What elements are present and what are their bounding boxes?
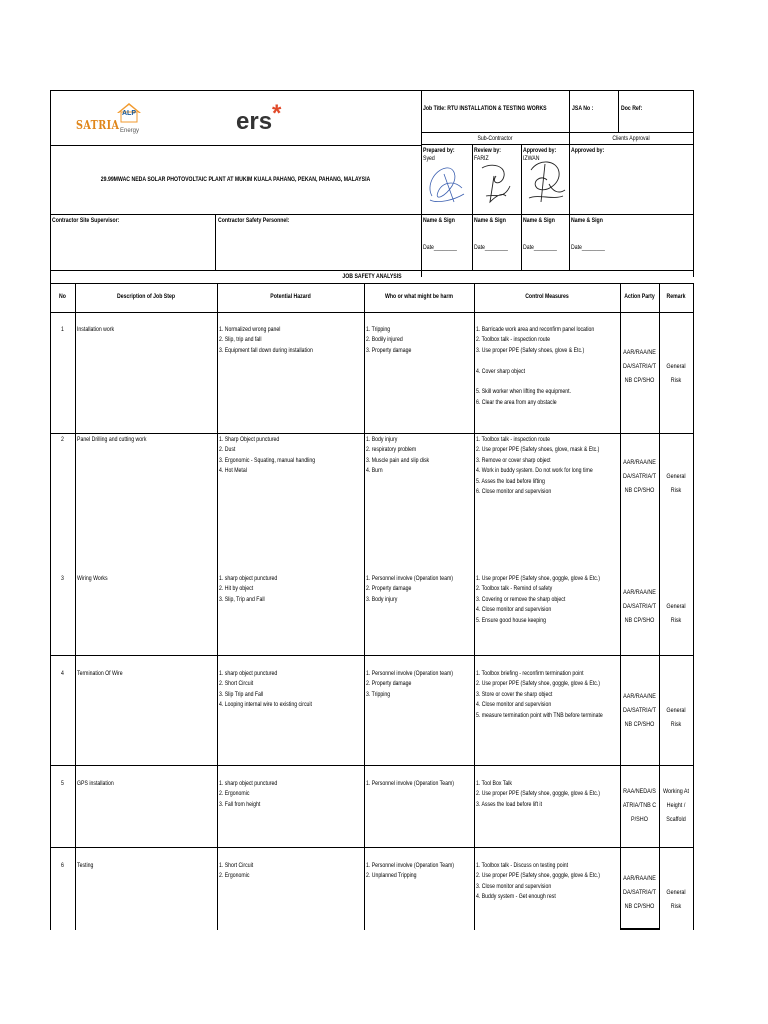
col-header-step: Description of Job Step	[117, 293, 175, 300]
control-item: 3. Store or cover the sharp object	[476, 690, 553, 698]
jsa-sheet	[50, 90, 694, 930]
ers-logo-text: ers	[236, 108, 273, 135]
harm-item: 1. Personnel involve (Operation Team)	[366, 862, 455, 869]
col-header-no: No	[59, 293, 66, 300]
control-item: 5. Ensure good house keeping	[476, 616, 547, 624]
harm-item: 2. Bodily injured	[366, 336, 403, 344]
approved-by-label-2: Approved by:	[571, 147, 605, 154]
harm-item: 2. Unplanned Tripping	[366, 872, 417, 880]
harm-item: 2. Property damage	[366, 680, 412, 688]
hazard-item: 2. Hit by object	[219, 585, 254, 593]
control-item: 5. Skill worker when lifting the equipment.	[476, 388, 572, 396]
row-number: 5	[61, 780, 64, 787]
hazard-item: 1. Sharp Object punctured	[219, 436, 280, 443]
alp-logo-icon	[116, 102, 142, 126]
remark: General Risk	[666, 473, 686, 494]
col-header-hazard: Potential Hazard	[270, 293, 311, 300]
name-sign-4: Name & Sign	[571, 217, 603, 224]
harm-item: 1. Body injury	[366, 436, 398, 443]
hazard-item: 2. Ergonomic	[219, 872, 250, 880]
control-item: 1. Toolbox talk - inspection route	[476, 436, 550, 443]
harm-item: 1. Personnel involve (Operation Team)	[366, 780, 455, 787]
energy-logo-text: Energy	[120, 128, 140, 134]
prepared-by-label: Prepared by:	[423, 147, 455, 154]
control-item: 2. Use proper PPE (Safety shoes, glove, mask & Etc.)	[476, 446, 600, 454]
control-item: 2. Use proper PPE (Safety shoe, goggle, glove & Etc.)	[476, 872, 600, 880]
harm-item: 4. Burn	[366, 467, 383, 475]
hazard-item: 3. Fall from height	[219, 800, 261, 808]
approved-by-label-1: Approved by:	[523, 147, 557, 154]
control-item: 3. Covering or remove the sharp object	[476, 595, 566, 603]
action-party: RAA/NEDA/SATRIA/TNB CP/SHO	[622, 788, 657, 823]
hazard-item: 2. Short Circuit	[219, 680, 254, 688]
action-party: AAR/RAA/NEDA/SATRIA/TNB CP/SHO	[622, 349, 657, 384]
job-step: Panel Drilling and cutting work	[77, 436, 147, 443]
col-header-who: Who or what might be harm	[384, 293, 453, 300]
row-number: 6	[61, 862, 64, 869]
alp-logo-text: ALP	[122, 110, 136, 117]
ers-logo	[236, 100, 316, 138]
row-number: 2	[61, 436, 64, 443]
action-party: AAR/RAA/NEDA/SATRIA/TNB CP/SHO	[622, 693, 657, 728]
control-item: 1. Toolbox briefing - reconfirm termination point	[476, 670, 584, 677]
control-item: 6. Close monitor and supervision	[476, 488, 552, 495]
control-item: 4. Close monitor and supervision	[476, 606, 552, 614]
hazard-item: 1. sharp object punctured	[219, 575, 278, 582]
hazard-item: 3. Equipment fall down during installation	[219, 346, 313, 354]
job-step: Installation work	[77, 326, 115, 333]
control-item: 4. Close monitor and supervision	[476, 701, 552, 709]
review-by-label: Review by:	[474, 147, 501, 154]
hazard-item: 4. Looping internal wire to existing circuit	[219, 701, 312, 709]
harm-item: 2. respiratory problem	[366, 446, 417, 454]
row-number: 1	[61, 326, 64, 333]
hazard-item: 1. Normalized wrong panel	[219, 326, 281, 333]
job-step: Wiring Works	[77, 575, 108, 582]
remark: General Risk	[666, 707, 686, 728]
harm-item: 2. Property damage	[366, 585, 412, 593]
hazard-item: 2. Dust	[219, 446, 236, 454]
hazard-item: 1. sharp object punctured	[219, 780, 278, 787]
remark: Working At Height / Scaffold	[662, 788, 690, 823]
harm-item: 3. Tripping	[366, 690, 391, 698]
col-header-party: Action Party	[624, 293, 655, 300]
name-sign-3: Name & Sign	[523, 217, 555, 224]
job-title: Job Title: RTU INSTALLATION & TESTING WORKS	[423, 105, 547, 112]
date-2: Date________	[474, 244, 508, 251]
hazard-item: 2. Ergonomic	[219, 790, 250, 798]
ers-logo-star: *	[272, 100, 282, 127]
row-number: 3	[61, 575, 64, 582]
harm-item: 1. Personnel involve (Operation team)	[366, 670, 453, 677]
signature-prepared	[424, 156, 470, 210]
col-header-controls: Control Measures	[525, 293, 569, 300]
hazard-item: 1. sharp object punctured	[219, 670, 278, 677]
job-step: GPS installation	[77, 780, 114, 787]
control-item: 3. Close monitor and supervision	[476, 882, 552, 890]
hazard-item: 3. Ergonomic - Squating, manual handling	[219, 456, 316, 464]
control-item: 1. Toolbox talk - Discuss on testing point	[476, 862, 569, 869]
control-item: 1. Tool Box Talk	[476, 780, 512, 787]
date-3: Date________	[523, 244, 557, 251]
sub-contractor-label: Sub-Contractor	[477, 135, 513, 142]
doc-ref-label: Doc Ref:	[621, 105, 643, 112]
control-item: 2. Use proper PPE (Safety shoe, goggle, glove & Etc.)	[476, 790, 600, 798]
control-item: 2. Use proper PPE (Safety shoe, goggle, glove & Etc.)	[476, 680, 600, 688]
action-party: AAR/RAA/NEDA/SATRIA/TNB CP/SHO	[622, 459, 657, 494]
clients-approval-label: Clients Approval	[612, 135, 650, 142]
control-item: 4. Work in buddy system. Do not work for long time	[476, 467, 593, 475]
date-4: Date________	[571, 244, 605, 251]
job-step: Testing	[77, 862, 94, 869]
control-item: 6. Clear the area from any obstacle	[476, 398, 557, 406]
satria-logo	[76, 112, 146, 138]
control-item: 1. Barricade work area and reconfirm panel location	[476, 326, 595, 333]
hazard-item: 2. Slip, trip and fall	[219, 336, 262, 344]
control-item: 4. Buddy system - Get enough rest	[476, 893, 556, 901]
col-header-remark: Remark	[666, 293, 686, 300]
control-item: 5. Asses the load before lifting	[476, 477, 545, 485]
control-item: 3. Remove or cover sharp object	[476, 456, 551, 464]
action-party: AAR/RAA/NEDA/SATRIA/TNB CP/SHO	[622, 589, 657, 624]
satria-logo-text: SATRIA	[76, 118, 120, 132]
project-title: 29.99MWAC NEDA SOLAR PHOTOVOLTAIC PLANT AT MUKIM KUALA PAHANG, PEKAN, PAHANG, MALAYSIA	[100, 176, 371, 183]
harm-item: 3. Muscle pain and slip disk	[366, 456, 430, 464]
review-by-name: FARIZ	[474, 155, 489, 162]
jsa-heading: JOB SAFETY ANALYSIS	[342, 273, 402, 280]
remark: General Risk	[666, 603, 686, 624]
control-item: 5. measure termination point with TNB before terminate	[476, 711, 603, 719]
signature-review	[476, 156, 520, 210]
control-item: 3. Use proper PPE (Safety shoes, glove & Etc.)	[476, 346, 585, 354]
harm-item: 1. Tripping	[366, 326, 391, 333]
remark: General Risk	[666, 889, 686, 910]
harm-item: 3. Body injury	[366, 595, 398, 603]
hazard-item: 3. Slip Trip and Fall	[219, 690, 264, 698]
name-sign-2: Name & Sign	[474, 217, 506, 224]
hazard-item: 4. Hot Metal	[219, 467, 247, 475]
harm-item: 1. Personnel involve (Operation team)	[366, 575, 453, 582]
harm-item: 3. Property damage	[366, 346, 412, 354]
signature-approved	[523, 154, 569, 210]
action-party: AAR/RAA/NEDA/SATRIA/TNB CP/SHO	[622, 875, 657, 910]
jsa-no-label: JSA No :	[572, 105, 594, 112]
control-item: 2. Toolbox talk - inspection route	[476, 336, 550, 344]
control-item: 4. Cover sharp object	[476, 367, 526, 375]
control-item: 3. Asses the load before lift it	[476, 800, 543, 808]
date-1: Date________	[423, 244, 457, 251]
prepared-by-name: Syed	[423, 155, 435, 162]
remark: General Risk	[666, 363, 686, 384]
hazard-item: 1. Short Circuit	[219, 862, 254, 869]
approved-by-name-1: IZWAN	[523, 155, 540, 162]
job-step: Termination Of Wire	[77, 670, 123, 677]
control-item: 2. Toolbox talk - Remind of safety	[476, 585, 553, 593]
control-item: 1. Use proper PPE (Safety shoe, goggle, glove & Etc.)	[476, 575, 600, 582]
name-sign-1: Name & Sign	[423, 217, 455, 224]
hazard-item: 3. Slip, Trip and Fall	[219, 595, 265, 603]
row-number: 4	[61, 670, 64, 677]
safety-personnel-label: Contractor Safety Personnel:	[218, 217, 290, 224]
site-supervisor-label: Contractor Site Supervisor:	[52, 217, 120, 224]
